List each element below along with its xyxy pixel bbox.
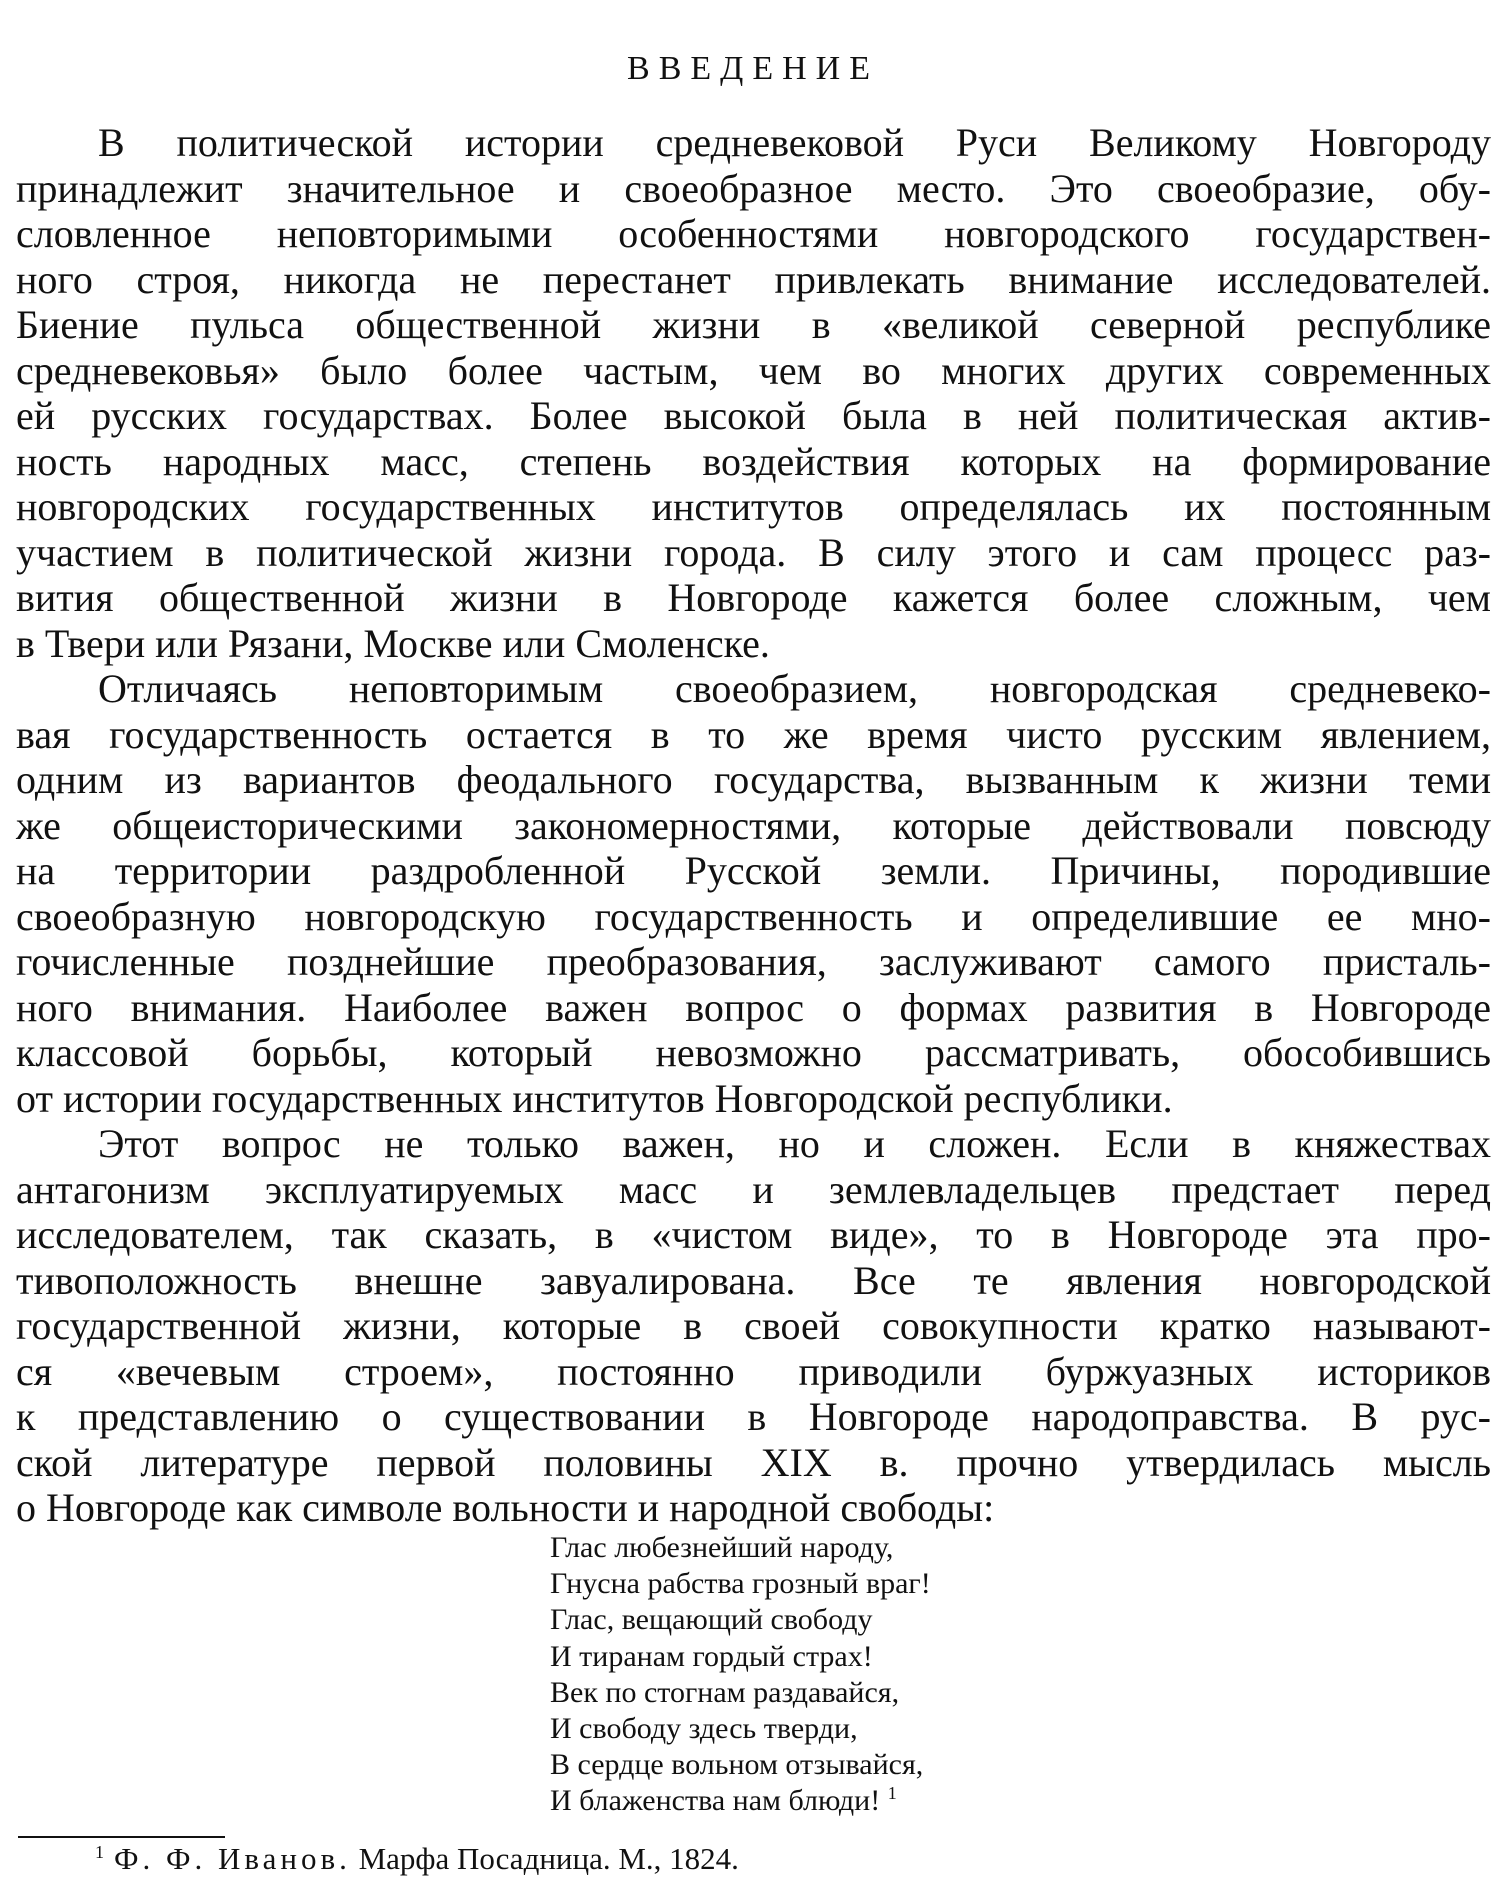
poem-quote	[550, 1530, 931, 1820]
footnote-reference[interactable]: 1	[887, 1783, 897, 1804]
footnote-text: Марфа Посадница. М., 1824.	[358, 1841, 739, 1876]
text-line: от истории государственных институтов Новгородской республики.	[16, 1075, 1173, 1121]
poem-line: Век по стогнам раздавайся,	[550, 1675, 900, 1709]
poem-line: Гнусна рабства грозный враг!	[550, 1567, 931, 1601]
text-line: ного внимания. Наиболее важен вопрос о формах развития в Новгороде	[16, 984, 1491, 1030]
footnote-number: 1	[95, 1841, 104, 1862]
text-line: классовой борьбы, который невозможно рассматривать, обособившись	[16, 1030, 1491, 1075]
poem-line	[550, 1783, 931, 1819]
text-line: тивоположность внешне завуалирована. Все те явления новгородской	[16, 1257, 1491, 1303]
text-line: В политической истории средневековой Руси Великому Новгороду	[98, 120, 1491, 165]
paragraph-2	[16, 666, 1491, 1121]
text-line: вая государственность остается в то же время чисто русским явлением,	[16, 711, 1491, 757]
poem-line: И свободу здесь тверди,	[550, 1712, 858, 1746]
body-text	[16, 120, 1491, 1531]
poem-line: Глас любезнейший народу,	[550, 1531, 894, 1564]
text-line: Биение пульса общественной жизни в «великой северной республике	[16, 302, 1491, 347]
text-line: ного строя, никогда не перестанет привлекать внимание исследователей.	[16, 256, 1491, 302]
text-line: антагонизм эксплуатируемых масс и землевладельцев предстает перед	[16, 1166, 1491, 1212]
footnote-author: Ф. Ф. Иванов.	[114, 1841, 351, 1876]
text-line: в Твери или Рязани, Москве или Смоленске.	[16, 620, 770, 666]
text-line: исследователем, так сказать, в «чистом виде», то в Новгороде эта про-	[16, 1212, 1491, 1257]
text-line: одним из вариантов феодального государства, вызванным к жизни теми	[16, 757, 1491, 802]
paragraph-1	[16, 120, 1491, 666]
paragraph-3	[16, 1121, 1491, 1531]
text-line: на территории раздробленной Русской земли. Причины, породившие	[16, 848, 1491, 893]
poem-line: В сердце вольном отзывайся,	[550, 1748, 924, 1782]
text-line: принадлежит значительное и своеобразное место. Это своеобразие, обу-	[16, 165, 1491, 211]
poem-line-text: И блаженства нам блюди!	[550, 1784, 881, 1818]
text-line: к представлению о существовании в Новгороде народоправства. В рус-	[16, 1394, 1491, 1439]
poem-line: Глас, вещающий свободу	[550, 1603, 873, 1637]
footnote	[95, 1841, 739, 1877]
text-line: Отличаясь неповторимым своеобразием, новгородская средневеко-	[98, 666, 1491, 711]
text-line: государственной жизни, которые в своей совокупности кратко называют-	[16, 1303, 1491, 1348]
footnote-divider	[18, 1836, 225, 1838]
poem-line: И тиранам гордый страх!	[550, 1639, 873, 1673]
text-line: своеобразную новгородскую государственность и определившие ее мно-	[16, 893, 1491, 939]
text-line: ность народных масс, степень воздействия которых на формирование	[16, 438, 1491, 484]
text-line: о Новгороде как символе вольности и народной свободы:	[16, 1485, 995, 1530]
text-line: средневековья» было более частым, чем во многих других современных	[16, 347, 1491, 393]
text-line: словленное неповторимыми особенностями новгородского государствен-	[16, 211, 1491, 256]
text-line: гочисленные позднейшие преобразования, заслуживают самого присталь-	[16, 939, 1491, 984]
text-line: вития общественной жизни в Новгороде кажется более сложным, чем	[16, 575, 1491, 620]
text-line: ской литературе первой половины XIX в. прочно утвердилась мысль	[16, 1439, 1491, 1485]
text-line: ся «вечевым строем», постоянно приводили буржуазных историков	[16, 1348, 1491, 1394]
text-line: новгородских государственных институтов определялась их постоянным	[16, 484, 1491, 529]
text-line: Этот вопрос не только важен, но и сложен. Если в княжествах	[98, 1121, 1491, 1166]
text-line: ей русских государствах. Более высокой была в ней политическая актив-	[16, 393, 1491, 438]
chapter-heading: ВВЕДЕНИЕ	[627, 50, 879, 87]
text-line: же общеисторическими закономерностями, которые действовали повсюду	[16, 802, 1491, 848]
text-line: участием в политической жизни города. В силу этого и сам процесс раз-	[16, 529, 1491, 575]
